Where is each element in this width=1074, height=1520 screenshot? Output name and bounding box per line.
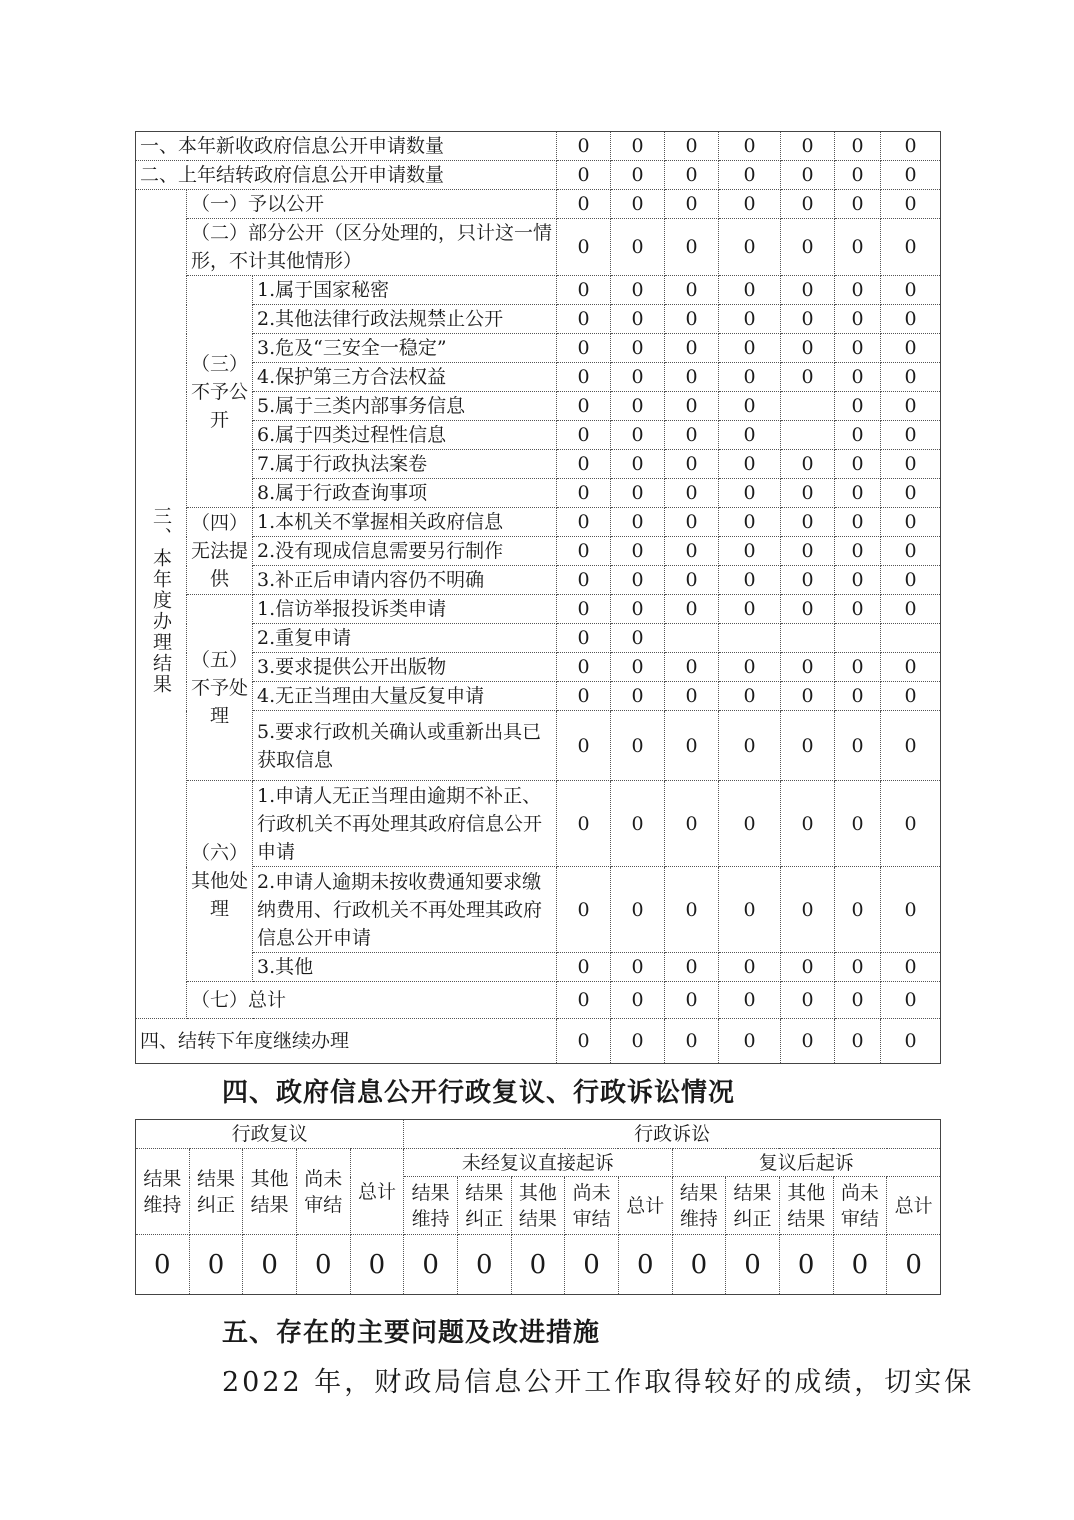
- group-not-processed-row-2-value-5: [781, 624, 835, 653]
- group-withheld-row-5-value-6: 0: [835, 392, 881, 421]
- group-partial-value-5: 0: [781, 219, 835, 276]
- direct-col-1: 结果维持: [404, 1177, 458, 1235]
- group-withheld-row-2-value-7: 0: [881, 305, 941, 334]
- group-withheld-row-1-value-3: 0: [665, 276, 719, 305]
- group-total-value-2: 0: [611, 982, 665, 1019]
- group-not-processed-row-3-value-1: 0: [557, 653, 611, 682]
- group-withheld-row-4-value-2: 0: [611, 363, 665, 392]
- section-three-text: 三、本年度办理结果: [150, 505, 172, 695]
- row-new-requests-value-7: 0: [881, 132, 941, 161]
- group-withheld-row-3-label: 3.危及“三安全一稳定”: [253, 334, 557, 363]
- group-withheld-row-6-label: 6.属于四类过程性信息: [253, 421, 557, 450]
- row-new-requests-value-1: 0: [557, 132, 611, 161]
- litigation-value-12: 0: [726, 1235, 780, 1295]
- litigation-value-15: 0: [887, 1235, 941, 1295]
- group-withheld-row-8-value-6: 0: [835, 479, 881, 508]
- group-withheld-row-2-value-2: 0: [611, 305, 665, 334]
- group-total-value-1: 0: [557, 982, 611, 1019]
- row-carried-over-value-6: 0: [835, 161, 881, 190]
- group-not-processed-row-3-value-3: 0: [665, 653, 719, 682]
- direct-suit-header: 未经复议直接起诉: [404, 1149, 672, 1177]
- row-carried-over-value-3: 0: [665, 161, 719, 190]
- group-unavailable-row-1-value-3: 0: [665, 508, 719, 537]
- row-new-requests-label: 一、本年新收政府信息公开申请数量: [136, 132, 557, 161]
- group-not-processed-row-1-value-6: 0: [835, 595, 881, 624]
- group-not-processed-row-5-value-4: 0: [719, 711, 781, 781]
- group-withheld-row-2-value-4: 0: [719, 305, 781, 334]
- group-not-processed-row-2-value-6: [835, 624, 881, 653]
- group-not-processed-row-4-value-6: 0: [835, 682, 881, 711]
- direct-col-5: 总计: [618, 1177, 672, 1235]
- group-total-value-4: 0: [719, 982, 781, 1019]
- group-other-row-3-value-1: 0: [557, 953, 611, 982]
- group-unavailable-row-3-value-5: 0: [781, 566, 835, 595]
- row-new-requests-value-3: 0: [665, 132, 719, 161]
- group-not-processed-row-4-value-2: 0: [611, 682, 665, 711]
- group-not-processed-row-4-value-5: 0: [781, 682, 835, 711]
- litigation-value-13: 0: [779, 1235, 833, 1295]
- group-partial-label: （二）部分公开（区分处理的，只计这一情形，不计其他情形）: [187, 219, 557, 276]
- review-col-3: 其他结果: [243, 1149, 297, 1235]
- group-not-processed-row-5-value-3: 0: [665, 711, 719, 781]
- group-not-processed-row-5-value-2: 0: [611, 711, 665, 781]
- group-withheld-row-1-value-1: 0: [557, 276, 611, 305]
- review-header: 行政复议: [136, 1120, 404, 1149]
- group-withheld-row-8-value-3: 0: [665, 479, 719, 508]
- group-withheld-row-1-value-6: 0: [835, 276, 881, 305]
- row-carried-over-label: 二、上年结转政府信息公开申请数量: [136, 161, 557, 190]
- group-withheld-row-7-value-5: 0: [781, 450, 835, 479]
- group-not-processed-row-4-label: 4.无正当理由大量反复申请: [253, 682, 557, 711]
- group-other-row-1-value-3: 0: [665, 781, 719, 867]
- group-not-processed-row-3-label: 3.要求提供公开出版物: [253, 653, 557, 682]
- group-unavailable-row-1-value-5: 0: [781, 508, 835, 537]
- group-unavailable-row-1-value-7: 0: [881, 508, 941, 537]
- group-not-processed-row-5-value-1: 0: [557, 711, 611, 781]
- section-four-heading: 四、政府信息公开行政复议、行政诉讼情况: [222, 1078, 736, 1108]
- group-not-processed-row-3-value-4: 0: [719, 653, 781, 682]
- group-not-processed-row-1-value-1: 0: [557, 595, 611, 624]
- row-new-requests-value-4: 0: [719, 132, 781, 161]
- after-review-header: 复议后起诉: [672, 1149, 940, 1177]
- group-unavailable-row-1-value-6: 0: [835, 508, 881, 537]
- group-withheld-row-4-value-1: 0: [557, 363, 611, 392]
- group-withheld-row-1-label: 1.属于国家秘密: [253, 276, 557, 305]
- after-col-4: 尚未审结: [833, 1177, 887, 1235]
- group-withheld-row-8-value-2: 0: [611, 479, 665, 508]
- group-withheld-row-4-label: 4.保护第三方合法权益: [253, 363, 557, 392]
- group-unavailable-row-2-label: 2.没有现成信息需要另行制作: [253, 537, 557, 566]
- group-other-row-2-value-4: 0: [719, 867, 781, 953]
- group-withheld-row-6-value-2: 0: [611, 421, 665, 450]
- group-unavailable-row-2-value-6: 0: [835, 537, 881, 566]
- group-publish-label: （一）予以公开: [187, 190, 557, 219]
- group-publish-value-3: 0: [665, 190, 719, 219]
- group-unavailable-row-2-value-5: 0: [781, 537, 835, 566]
- group-unavailable-row-3-label: 3.补正后申请内容仍不明确: [253, 566, 557, 595]
- group-not-processed-row-1-value-5: 0: [781, 595, 835, 624]
- group-other-row-2-value-6: 0: [835, 867, 881, 953]
- row-carried-over-value-1: 0: [557, 161, 611, 190]
- litigation-value-10: 0: [618, 1235, 672, 1295]
- row-next-year-value-7: 0: [881, 1019, 941, 1064]
- group-not-processed-row-1-value-3: 0: [665, 595, 719, 624]
- group-not-processed-row-5-value-7: 0: [881, 711, 941, 781]
- section-three-label: [136, 190, 187, 1019]
- group-other-label: （六）其他处理: [187, 781, 253, 982]
- group-other-row-2-value-1: 0: [557, 867, 611, 953]
- group-publish-value-5: 0: [781, 190, 835, 219]
- group-not-processed-row-2-value-7: [881, 624, 941, 653]
- group-not-processed-row-2-value-2: 0: [611, 624, 665, 653]
- group-other-row-1-value-6: 0: [835, 781, 881, 867]
- row-new-requests-value-2: 0: [611, 132, 665, 161]
- group-other-row-1-value-4: 0: [719, 781, 781, 867]
- group-publish-value-6: 0: [835, 190, 881, 219]
- application-results-table: [135, 131, 941, 1064]
- review-col-5: 总计: [350, 1149, 404, 1235]
- group-withheld-row-4-value-7: 0: [881, 363, 941, 392]
- group-not-processed-row-4-value-1: 0: [557, 682, 611, 711]
- group-unavailable-row-3-value-1: 0: [557, 566, 611, 595]
- group-total-label: （七）总计: [187, 982, 557, 1019]
- group-not-processed-row-4-value-4: 0: [719, 682, 781, 711]
- group-unavailable-row-1-value-4: 0: [719, 508, 781, 537]
- group-withheld-row-6-value-7: 0: [881, 421, 941, 450]
- direct-col-2: 结果纠正: [457, 1177, 511, 1235]
- after-col-1: 结果维持: [672, 1177, 726, 1235]
- group-withheld-row-2-value-1: 0: [557, 305, 611, 334]
- group-unavailable-row-3-value-4: 0: [719, 566, 781, 595]
- group-partial-value-1: 0: [557, 219, 611, 276]
- group-unavailable-row-2-value-2: 0: [611, 537, 665, 566]
- group-total-value-7: 0: [881, 982, 941, 1019]
- group-withheld-row-3-value-3: 0: [665, 334, 719, 363]
- group-not-processed-row-1-label: 1.信访举报投诉类申请: [253, 595, 557, 624]
- group-withheld-row-1-value-7: 0: [881, 276, 941, 305]
- direct-col-4: 尚未审结: [565, 1177, 619, 1235]
- group-withheld-row-4-value-3: 0: [665, 363, 719, 392]
- litigation-value-9: 0: [565, 1235, 619, 1295]
- row-carried-over-value-4: 0: [719, 161, 781, 190]
- group-withheld-row-6-value-4: 0: [719, 421, 781, 450]
- group-not-processed-row-2-value-4: [719, 624, 781, 653]
- group-not-processed-row-4-value-3: 0: [665, 682, 719, 711]
- litigation-value-6: 0: [404, 1235, 458, 1295]
- group-withheld-row-4-value-6: 0: [835, 363, 881, 392]
- group-other-row-3-value-7: 0: [881, 953, 941, 982]
- group-not-processed-row-5-value-6: 0: [835, 711, 881, 781]
- group-unavailable-row-2-value-3: 0: [665, 537, 719, 566]
- review-col-4: 尚未审结: [296, 1149, 350, 1235]
- group-unavailable-row-3-value-6: 0: [835, 566, 881, 595]
- body-paragraph: 2022 年，财政局信息公开工作取得较好的成绩，切实保: [222, 1367, 975, 1398]
- group-withheld-row-8-label: 8.属于行政查询事项: [253, 479, 557, 508]
- after-col-2: 结果纠正: [726, 1177, 780, 1235]
- group-withheld-label: （三）不予公开: [187, 276, 253, 508]
- litigation-value-1: 0: [136, 1235, 190, 1295]
- group-withheld-row-6-value-1: 0: [557, 421, 611, 450]
- group-withheld-row-1-value-2: 0: [611, 276, 665, 305]
- group-not-processed-row-5-value-5: 0: [781, 711, 835, 781]
- group-partial-value-2: 0: [611, 219, 665, 276]
- litigation-value-3: 0: [243, 1235, 297, 1295]
- group-unavailable-row-3-value-7: 0: [881, 566, 941, 595]
- group-not-processed-row-2-label: 2.重复申请: [253, 624, 557, 653]
- group-other-row-1-value-7: 0: [881, 781, 941, 867]
- group-unavailable-row-1-value-1: 0: [557, 508, 611, 537]
- group-withheld-row-2-value-6: 0: [835, 305, 881, 334]
- row-next-year-value-6: 0: [835, 1019, 881, 1064]
- row-next-year-value-3: 0: [665, 1019, 719, 1064]
- group-other-row-3-value-3: 0: [665, 953, 719, 982]
- row-next-year-value-1: 0: [557, 1019, 611, 1064]
- group-publish-value-4: 0: [719, 190, 781, 219]
- group-withheld-row-5-value-3: 0: [665, 392, 719, 421]
- group-unavailable-row-2-value-1: 0: [557, 537, 611, 566]
- group-not-processed-row-3-value-2: 0: [611, 653, 665, 682]
- group-withheld-row-7-value-2: 0: [611, 450, 665, 479]
- group-unavailable-row-3-value-2: 0: [611, 566, 665, 595]
- group-withheld-row-2-label: 2.其他法律行政法规禁止公开: [253, 305, 557, 334]
- group-other-row-2-value-2: 0: [611, 867, 665, 953]
- group-withheld-row-7-label: 7.属于行政执法案卷: [253, 450, 557, 479]
- group-other-row-3-value-2: 0: [611, 953, 665, 982]
- group-withheld-row-1-value-5: 0: [781, 276, 835, 305]
- group-other-row-2-value-7: 0: [881, 867, 941, 953]
- litigation-value-11: 0: [672, 1235, 726, 1295]
- review-col-2: 结果纠正: [189, 1149, 243, 1235]
- group-withheld-row-4-value-5: 0: [781, 363, 835, 392]
- group-withheld-row-4-value-4: 0: [719, 363, 781, 392]
- row-new-requests-value-5: 0: [781, 132, 835, 161]
- section-five-heading: 五、存在的主要问题及改进措施: [222, 1318, 601, 1348]
- row-carried-over-value-5: 0: [781, 161, 835, 190]
- group-unavailable-row-1-label: 1.本机关不掌握相关政府信息: [253, 508, 557, 537]
- group-withheld-row-7-value-7: 0: [881, 450, 941, 479]
- group-other-row-1-label: 1.申请人无正当理由逾期不补正、行政机关不再处理其政府信息公开申请: [253, 781, 557, 867]
- group-other-row-2-label: 2.申请人逾期未按收费通知要求缴纳费用、行政机关不再处理其政府信息公开申请: [253, 867, 557, 953]
- after-col-3: 其他结果: [779, 1177, 833, 1235]
- group-withheld-row-1-value-4: 0: [719, 276, 781, 305]
- group-other-row-1-value-5: 0: [781, 781, 835, 867]
- group-unavailable-row-2-value-4: 0: [719, 537, 781, 566]
- group-other-row-3-value-5: 0: [781, 953, 835, 982]
- group-withheld-row-3-value-1: 0: [557, 334, 611, 363]
- group-withheld-row-7-value-4: 0: [719, 450, 781, 479]
- litigation-value-7: 0: [457, 1235, 511, 1295]
- group-other-row-1-value-1: 0: [557, 781, 611, 867]
- group-withheld-row-3-value-7: 0: [881, 334, 941, 363]
- litigation-value-2: 0: [189, 1235, 243, 1295]
- group-withheld-row-5-value-2: 0: [611, 392, 665, 421]
- group-withheld-row-2-value-5: 0: [781, 305, 835, 334]
- group-unavailable-label: （四）无法提供: [187, 508, 253, 595]
- row-carried-over-value-2: 0: [611, 161, 665, 190]
- group-not-processed-row-3-value-6: 0: [835, 653, 881, 682]
- litigation-value-4: 0: [296, 1235, 350, 1295]
- row-next-year-value-5: 0: [781, 1019, 835, 1064]
- group-other-row-2-value-3: 0: [665, 867, 719, 953]
- group-withheld-row-5-value-7: 0: [881, 392, 941, 421]
- group-unavailable-row-1-value-2: 0: [611, 508, 665, 537]
- group-withheld-row-5-value-5: [781, 392, 835, 421]
- group-publish-value-2: 0: [611, 190, 665, 219]
- group-not-processed-row-3-value-5: 0: [781, 653, 835, 682]
- group-not-processed-row-1-value-2: 0: [611, 595, 665, 624]
- group-withheld-row-3-value-6: 0: [835, 334, 881, 363]
- group-withheld-row-6-value-5: [781, 421, 835, 450]
- group-not-processed-label: （五）不予处理: [187, 595, 253, 781]
- group-not-processed-row-2-value-1: 0: [557, 624, 611, 653]
- group-not-processed-row-2-value-3: [665, 624, 719, 653]
- group-withheld-row-8-value-1: 0: [557, 479, 611, 508]
- group-not-processed-row-1-value-4: 0: [719, 595, 781, 624]
- group-unavailable-row-3-value-3: 0: [665, 566, 719, 595]
- group-partial-value-7: 0: [881, 219, 941, 276]
- group-withheld-row-7-value-3: 0: [665, 450, 719, 479]
- review-col-1: 结果维持: [136, 1149, 190, 1235]
- group-publish-value-7: 0: [881, 190, 941, 219]
- group-other-row-3-value-6: 0: [835, 953, 881, 982]
- group-other-row-3-value-4: 0: [719, 953, 781, 982]
- litigation-header: 行政诉讼: [404, 1120, 941, 1149]
- litigation-value-14: 0: [833, 1235, 887, 1295]
- group-other-row-1-value-2: 0: [611, 781, 665, 867]
- group-withheld-row-5-label: 5.属于三类内部事务信息: [253, 392, 557, 421]
- group-unavailable-row-2-value-7: 0: [881, 537, 941, 566]
- review-litigation-table: [135, 1119, 941, 1295]
- litigation-value-5: 0: [350, 1235, 404, 1295]
- group-withheld-row-6-value-6: 0: [835, 421, 881, 450]
- group-withheld-row-8-value-4: 0: [719, 479, 781, 508]
- group-withheld-row-5-value-4: 0: [719, 392, 781, 421]
- row-next-year-value-4: 0: [719, 1019, 781, 1064]
- row-next-year-label: 四、结转下年度继续办理: [136, 1019, 557, 1064]
- group-withheld-row-8-value-7: 0: [881, 479, 941, 508]
- group-total-value-5: 0: [781, 982, 835, 1019]
- row-next-year-value-2: 0: [611, 1019, 665, 1064]
- group-not-processed-row-5-label: 5.要求行政机关确认或重新出具已获取信息: [253, 711, 557, 781]
- group-other-row-3-label: 3.其他: [253, 953, 557, 982]
- group-withheld-row-8-value-5: 0: [781, 479, 835, 508]
- group-withheld-row-3-value-5: 0: [781, 334, 835, 363]
- group-total-value-3: 0: [665, 982, 719, 1019]
- group-not-processed-row-4-value-7: 0: [881, 682, 941, 711]
- direct-col-3: 其他结果: [511, 1177, 565, 1235]
- group-withheld-row-3-value-4: 0: [719, 334, 781, 363]
- group-not-processed-row-1-value-7: 0: [881, 595, 941, 624]
- group-withheld-row-5-value-1: 0: [557, 392, 611, 421]
- row-carried-over-value-7: 0: [881, 161, 941, 190]
- group-withheld-row-3-value-2: 0: [611, 334, 665, 363]
- group-not-processed-row-3-value-7: 0: [881, 653, 941, 682]
- group-partial-value-3: 0: [665, 219, 719, 276]
- group-partial-value-4: 0: [719, 219, 781, 276]
- group-total-value-6: 0: [835, 982, 881, 1019]
- litigation-value-8: 0: [511, 1235, 565, 1295]
- group-withheld-row-2-value-3: 0: [665, 305, 719, 334]
- group-withheld-row-7-value-1: 0: [557, 450, 611, 479]
- after-col-5: 总计: [887, 1177, 941, 1235]
- group-withheld-row-6-value-3: 0: [665, 421, 719, 450]
- group-partial-value-6: 0: [835, 219, 881, 276]
- group-withheld-row-7-value-6: 0: [835, 450, 881, 479]
- group-other-row-2-value-5: 0: [781, 867, 835, 953]
- group-publish-value-1: 0: [557, 190, 611, 219]
- row-new-requests-value-6: 0: [835, 132, 881, 161]
